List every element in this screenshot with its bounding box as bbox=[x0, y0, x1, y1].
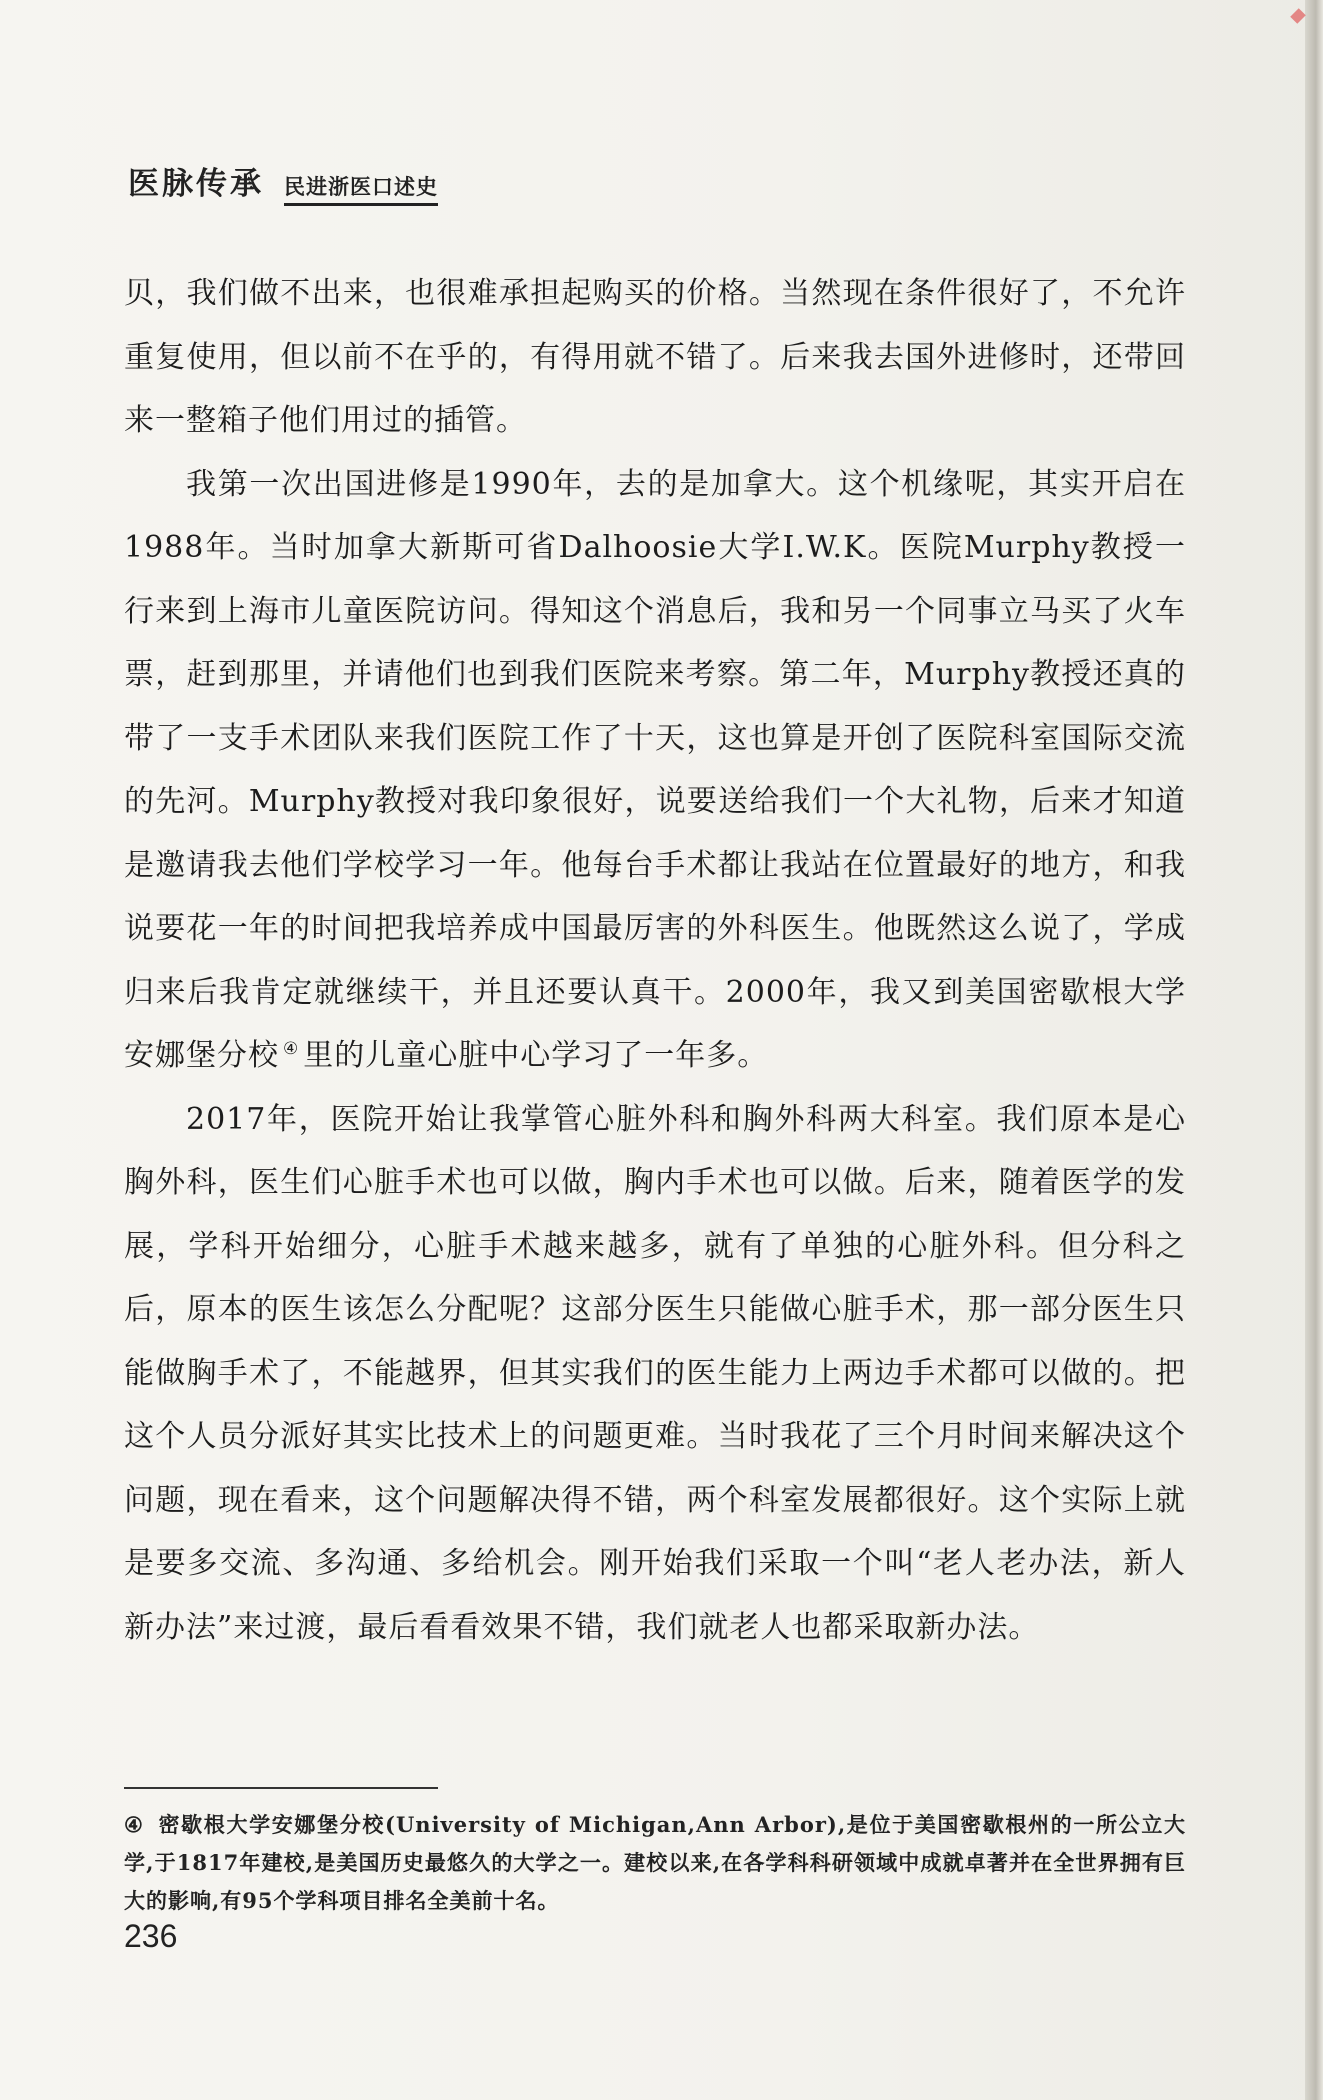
footnote-divider bbox=[124, 1787, 438, 1789]
paragraph-3: 2017年，医院开始让我掌管心脏外科和胸外科两大科室。我们原本是心胸外科，医生们心脏手术也可以做，胸内手术也可以做。后来，随着医学的发展，学科开始细分，心脏手术越来越多，就有了单独的心脏外科。但分科之后，原本的医生该怎么分配呢？这部分医生只能做心脏手术，那一部分医生只能做胸手术了，不能越界，但其实我们的医生能力上两边手术都可以做的。把这个人员分派好其实比技术上的问题更难。当时我花了三个月时间来解决这个问题，现在看来，这个问题解决得不错，两个科室发展都很好。这个实际上就是要多交流、多沟通、多给机会。刚开始我们采取一个叫“老人老办法，新人新办法”来过渡，最后看看效果不错，我们就老人也都采取新办法。 bbox=[124, 1101, 1186, 1645]
footnote-text: 密歇根大学安娜堡分校(University of Michigan,Ann Arbor),是位于美国密歇根州的一所公立大学,于1817年建校,是美国历史最悠久的大学之一。建校以来,在各学科科研领域中成就卓著并在全世界拥有巨大的影响,有95个学科项目排名全美前十名。 bbox=[124, 1812, 1186, 1913]
footnote bbox=[124, 1806, 1186, 1920]
page-number: 236 bbox=[124, 1918, 178, 1954]
series-title: 医脉传承 bbox=[128, 166, 264, 202]
footnote-marker: ④ bbox=[124, 1812, 145, 1837]
body-text bbox=[124, 262, 1186, 1659]
volume-title: 民进浙医口述史 bbox=[284, 171, 438, 206]
corner-mark bbox=[1290, 8, 1306, 24]
page-edge-shadow bbox=[1305, 0, 1323, 2100]
paragraph-2-text-a: 我第一次出国进修是1990年，去的是加拿大。这个机缘呢，其实开启在1988年。当时加拿大新斯可省Dalhoosie大学I.W.K。医院Murphy教授一行来到上海市儿童医院访问。得知这个消息后，我和另一个同事立马买了火车票，赶到那里，并请他们也到我们医院来考察。第二年，Murphy教授还真的带了一支手术团队来我们医院工作了十天，这也算是开创了医院科室国际交流的先河。Murphy教授对我印象很好，说要送给我们一个大礼物，后来才知道是邀请我去他们学校学习一年。他每台手术都让我站在位置最好的地方，和我说要花一年的时间把我培养成中国最厉害的外科医生。他既然这么说了，学成归来后我肯定就继续干，并且还要认真干。2000年，我又到美国密歇根大学安娜堡分校 bbox=[124, 466, 1186, 1073]
running-header bbox=[128, 158, 438, 206]
footnote-reference[interactable]: ④ bbox=[283, 1039, 300, 1059]
paragraph-2-text-b: 里的儿童心脏中心学习了一年多。 bbox=[303, 1038, 769, 1073]
paragraph-2 bbox=[124, 453, 1186, 1088]
paragraph-1: 贝，我们做不出来，也很难承担起购买的价格。当然现在条件很好了，不允许重复使用，但以前不在乎的，有得用就不错了。后来我去国外进修时，还带回来一整箱子他们用过的插管。 bbox=[124, 276, 1186, 438]
